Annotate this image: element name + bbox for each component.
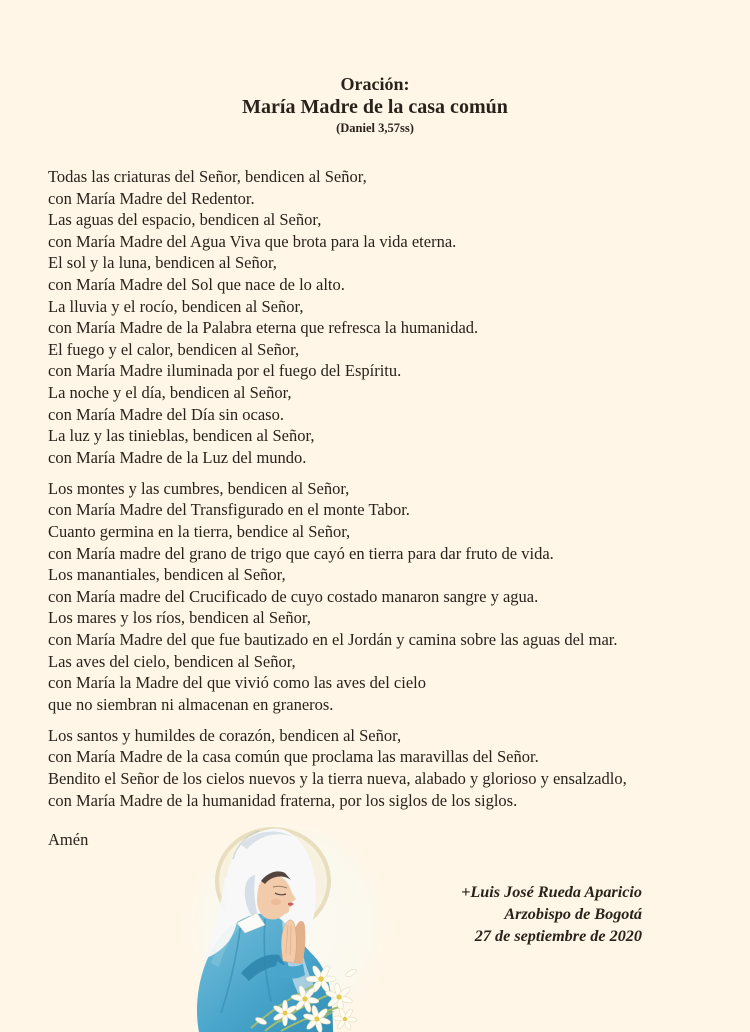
- signature-date: 27 de septiembre de 2020: [474, 927, 642, 945]
- scripture-reference: (Daniel 3,57ss): [336, 121, 414, 135]
- prayer-line: con María Madre de la humanidad fraterna, por los siglos de los siglos.: [48, 790, 518, 810]
- prayer-line: con María Madre del Agua Viva que brota para la vida eterna.: [48, 231, 457, 251]
- prayer-line: Los manantiales, bendicen al Señor,: [48, 565, 286, 585]
- page-title-block: [0, 73, 750, 136]
- prayer-line: Bendito el Señor de los cielos nuevos y la tierra nueva, alabado y glorioso y ensalzadlo,: [48, 769, 627, 789]
- prayer-line: Las aguas del espacio, bendicen al Señor,: [48, 210, 322, 230]
- signature-block: [461, 881, 642, 947]
- prayer-line: con María Madre del que fue bautizado en el Jordán y camina sobre las aguas del mar.: [48, 629, 618, 649]
- prayer-line: con María Madre de la casa común que proclama las maravillas del Señor.: [48, 747, 539, 767]
- prayer-line: con María madre del Crucificado de cuyo costado manaron sangre y agua.: [48, 586, 539, 606]
- prayer-line: El fuego y el calor, bendicen al Señor,: [48, 339, 300, 359]
- prayer-line: con María Madre iluminada por el fuego del Espíritu.: [48, 361, 402, 381]
- prayer-line: con María la Madre del que vivió como las aves del cielo: [48, 673, 426, 693]
- prayer-line: Las aves del cielo, bendicen al Señor,: [48, 651, 296, 671]
- prayer-line: El sol y la luna, bendicen al Señor,: [48, 253, 277, 273]
- prayer-line: La luz y las tinieblas, bendicen al Señor,: [48, 426, 315, 446]
- prayer-line: con María Madre del Día sin ocaso.: [48, 404, 284, 424]
- prayer-line: con María Madre de la Palabra eterna que refresca la humanidad.: [48, 318, 479, 338]
- prayer-line: La noche y el día, bendicen al Señor,: [48, 382, 292, 402]
- prayer-line: Cuanto germina en la tierra, bendice al Señor,: [48, 522, 351, 541]
- prayer-paragraph: [48, 166, 738, 468]
- signature-title: Arzobispo de Bogotá: [504, 905, 642, 923]
- title-prefix: Oración:: [340, 74, 410, 94]
- prayer-line: Los mares y los ríos, bendicen al Señor,: [48, 608, 311, 628]
- prayer-line: con María Madre del Transfigurado en el monte Tabor.: [48, 500, 410, 520]
- virgin-mary-illustration: [181, 823, 401, 1032]
- prayer-line: La lluvia y el rocío, bendicen al Señor,: [48, 296, 304, 316]
- amen-text: Amén: [48, 830, 89, 849]
- prayer-paragraph: [48, 725, 738, 811]
- prayer-line: con María madre del grano de trigo que cayó en tierra para dar fruto de vida.: [48, 543, 554, 563]
- signature-name: +Luis José Rueda Aparicio: [461, 883, 642, 901]
- prayer-line: Los santos y humildes de corazón, bendicen al Señor,: [48, 725, 402, 745]
- prayer-line: que no siembran ni almacenan en graneros.: [48, 694, 334, 714]
- prayer-line: con María Madre del Redentor.: [48, 188, 255, 208]
- prayer-text: [48, 166, 738, 821]
- page-title: María Madre de la casa común: [242, 96, 508, 118]
- prayer-line: Los montes y las cumbres, bendicen al Señor,: [48, 478, 350, 498]
- prayer-paragraph: [48, 478, 738, 716]
- prayer-line: con María Madre del Sol que nace de lo alto.: [48, 274, 345, 294]
- prayer-line: Todas las criaturas del Señor, bendicen al Señor,: [48, 167, 367, 186]
- prayer-line: con María Madre de la Luz del mundo.: [48, 447, 307, 467]
